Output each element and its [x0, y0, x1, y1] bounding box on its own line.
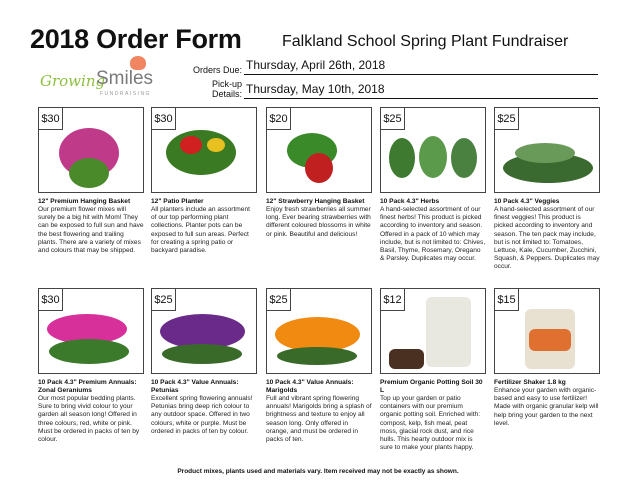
- plant-shape: [180, 136, 202, 154]
- product-name: 10 Pack 4.3" Premium Annuals: Zonal Geraniums: [38, 379, 137, 394]
- pickup-label: Pick-up Details:: [211, 79, 242, 99]
- product-description: Full and vibrant spring flowering annuals! Marigolds bring a splash of brightness and texture to enjoy all season long. Only offered in orange, and must be ordered in packs of ten.: [266, 395, 372, 444]
- product-card: [380, 107, 486, 263]
- price-box: $25: [381, 108, 405, 130]
- plant-shape: [515, 143, 575, 163]
- plant-shape: [419, 136, 447, 178]
- product-card: [38, 107, 144, 255]
- price-box: $12: [381, 289, 405, 311]
- plant-shape: [49, 339, 129, 364]
- product-image: [266, 288, 372, 374]
- disclaimer: Product mixes, plants used and materials vary. Item received may not be exactly as shown.: [177, 468, 459, 475]
- plant-shape: [207, 138, 225, 152]
- product-name: 10 Pack 4.3" Value Annuals: Marigolds: [266, 379, 354, 394]
- plant-shape: [305, 153, 333, 183]
- product-card: [38, 288, 144, 444]
- product-image: [38, 288, 144, 374]
- product-description: Our most popular bedding plants. Sure to bring vivid colour to your garden all season long! Offered in three colours, red, white or pink. Must be ordered in packs of ten by colour.: [38, 395, 140, 444]
- pickup-value: Thursday, May 10th, 2018: [244, 82, 598, 99]
- product-description: Enjoy fresh strawberries all summer long. Ever bearing strawberries with different coloured blossoms in white or pink. Beautiful and delicious!: [266, 206, 371, 238]
- page-title: 2018 Order Form: [30, 24, 242, 54]
- price-box: $30: [152, 108, 176, 130]
- product-image: [266, 107, 372, 193]
- product-image: [494, 107, 600, 193]
- product-card: [494, 288, 600, 428]
- growing-smiles-logo: Growing Smiles FUNDRAISING: [40, 56, 160, 106]
- orders-due-value: Thursday, April 26th, 2018: [244, 58, 598, 75]
- product-name: 12" Premium Hanging Basket: [38, 198, 131, 205]
- plant-shape: [277, 347, 357, 365]
- product-image: [494, 288, 600, 374]
- product-name: 10 Pack 4.3" Herbs: [380, 198, 440, 205]
- product-card: [151, 288, 257, 436]
- product-description: A hand-selected assortment of our finest veggies! This product is picked according to inventory and season. The ten pack may include, but is not limited to: Tomatoes, Lettuce, Kale, Cucumber, Zucchini, Squash, & Peppers. Duplicates may occur.: [494, 206, 600, 271]
- product-name: 12" Patio Planter: [151, 198, 204, 205]
- price-box: $25: [152, 289, 176, 311]
- price-box: $30: [39, 289, 63, 311]
- product-description: Our premium flower mixes will surely be a big hit with Mom! They can be exposed to full sun and have the best flowering and trailing plants. There are a variety of mixes and colours that may be shipped.: [38, 206, 144, 255]
- product-description: All planters include an assortment of our top performing plant collections. Planter pots can be exposed to full sun areas. Perfect for creating a spring patio or backyard paradise.: [151, 206, 250, 255]
- product-card: [151, 107, 257, 255]
- product-name: 10 Pack 4.3" Veggies: [494, 198, 560, 205]
- product-name: Fertilizer Shaker 1.8 kg: [494, 379, 566, 386]
- product-image: [380, 288, 486, 374]
- plant-shape: [529, 329, 571, 351]
- product-description: Excellent spring flowering annuals! Petunias bring deep rich colour to any outdoor space. Offered in two colours, white or purple. Must be ordered in packs of ten by colour.: [151, 395, 253, 435]
- product-description: Enhance your garden with organic-based and easy to use fertilizer! Made with organic granular kelp will help bring your garden to the next level.: [494, 387, 599, 427]
- price-box: $20: [267, 108, 291, 130]
- plant-shape: [389, 138, 415, 178]
- product-image: [380, 107, 486, 193]
- product-name: 10 Pack 4.3" Value Annuals: Petunias: [151, 379, 239, 394]
- product-card: [266, 288, 372, 444]
- product-image: [151, 107, 257, 193]
- price-box: $15: [495, 289, 519, 311]
- plant-shape: [426, 297, 471, 367]
- plant-shape: [389, 349, 424, 369]
- price-box: $25: [495, 108, 519, 130]
- orders-due-field: [180, 58, 598, 75]
- product-description: A hand-selected assortment of our finest herbs! This product is picked according to inventory and season. Offered in a pack of 10 which may include, but is not limited to: Chives, Basil, Thyme, Rosemary, Oregano & Parsley. Duplicates may occur.: [380, 206, 486, 263]
- price-box: $30: [39, 108, 63, 130]
- product-image: [151, 288, 257, 374]
- product-card: [494, 107, 600, 272]
- plant-shape: [69, 158, 109, 188]
- product-card: [380, 288, 486, 452]
- plant-shape: [451, 138, 477, 178]
- product-card: [266, 107, 372, 239]
- pickup-field: [180, 79, 598, 99]
- price-box: $25: [267, 289, 291, 311]
- plant-shape: [162, 344, 242, 364]
- page-subtitle: Falkland School Spring Plant Fundraiser: [282, 33, 569, 50]
- product-description: Top up your garden or patio containers with our premium organic potting soil. Enriched with: compost, kelp, fish meal, peat moss, glacial rock dust, and rice hulls. This hearty outdoor mix is sure to make your plants happy.: [380, 395, 481, 452]
- orders-due-label: Orders Due:: [192, 65, 242, 75]
- product-image: [38, 107, 144, 193]
- plant-shape: [166, 130, 236, 175]
- product-name: 12" Strawberry Hanging Basket: [266, 198, 365, 205]
- product-name: Premium Organic Potting Soil 30 L: [380, 379, 483, 394]
